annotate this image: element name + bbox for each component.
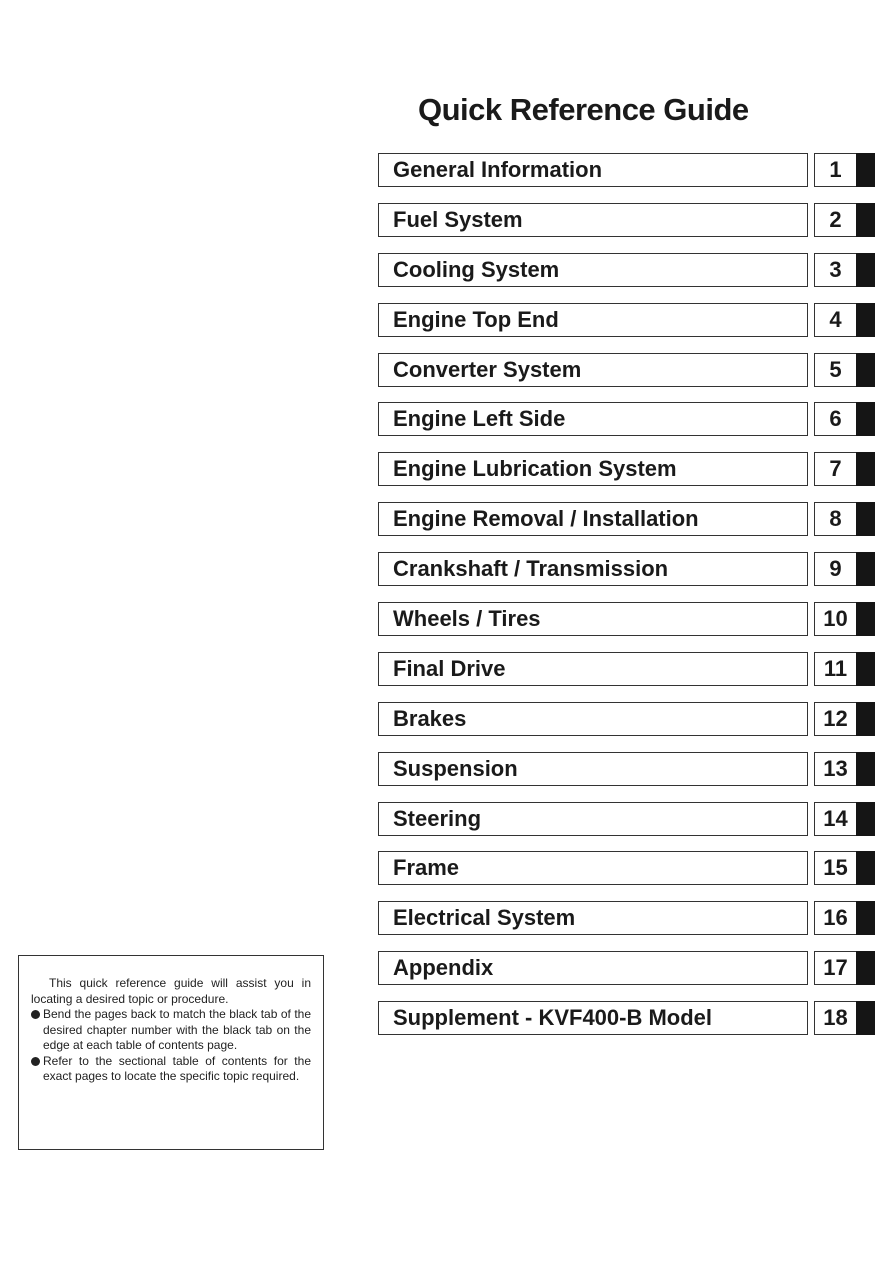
chapter-number: 14	[814, 802, 856, 836]
chapter-tab	[856, 951, 875, 985]
chapter-number: 18	[814, 1001, 856, 1035]
bullet-icon	[31, 1010, 40, 1019]
chapter-number: 12	[814, 702, 856, 736]
chapter-row-17[interactable]	[378, 951, 875, 989]
chapter-number: 9	[814, 552, 856, 586]
chapter-label: Engine Removal / Installation	[378, 502, 808, 536]
chapter-row-16[interactable]	[378, 901, 875, 939]
chapter-number: 10	[814, 602, 856, 636]
chapter-tab	[856, 502, 875, 536]
chapter-tab	[856, 303, 875, 337]
chapter-number: 3	[814, 253, 856, 287]
chapter-row-12[interactable]	[378, 702, 875, 740]
bullet-icon	[31, 1057, 40, 1066]
chapter-label: Electrical System	[378, 901, 808, 935]
chapter-label: Suspension	[378, 752, 808, 786]
chapter-row-8[interactable]	[378, 502, 875, 540]
chapter-row-11[interactable]	[378, 652, 875, 690]
chapter-tab	[856, 253, 875, 287]
chapter-row-2[interactable]	[378, 203, 875, 241]
chapter-row-18[interactable]	[378, 1001, 875, 1039]
chapter-number: 15	[814, 851, 856, 885]
chapter-label: Cooling System	[378, 253, 808, 287]
chapter-number: 11	[814, 652, 856, 686]
chapter-tab	[856, 203, 875, 237]
note-intro: This quick reference guide will assist you in locating a desired topic or procedure.	[31, 976, 311, 1006]
chapter-row-14[interactable]	[378, 802, 875, 840]
chapter-row-7[interactable]	[378, 452, 875, 490]
chapter-label: Wheels / Tires	[378, 602, 808, 636]
note-bullet-text: Refer to the sectional table of contents for the exact pages to locate the specific topic required.	[43, 1053, 311, 1083]
chapter-tab	[856, 353, 875, 387]
chapter-label: Engine Left Side	[378, 402, 808, 436]
chapter-number: 5	[814, 353, 856, 387]
chapter-number: 16	[814, 901, 856, 935]
chapter-label: Supplement - KVF400-B Model	[378, 1001, 808, 1035]
chapter-label: Brakes	[378, 702, 808, 736]
chapter-label: General Information	[378, 153, 808, 187]
chapter-label: Frame	[378, 851, 808, 885]
chapter-row-3[interactable]	[378, 253, 875, 291]
chapter-tab	[856, 652, 875, 686]
chapter-tab	[856, 602, 875, 636]
chapter-number: 8	[814, 502, 856, 536]
chapter-tab	[856, 901, 875, 935]
page-title: Quick Reference Guide	[418, 92, 749, 127]
usage-note-box	[18, 955, 324, 1150]
chapter-tab	[856, 1001, 875, 1035]
chapter-tab	[856, 552, 875, 586]
chapter-label: Appendix	[378, 951, 808, 985]
chapter-number: 1	[814, 153, 856, 187]
chapter-label: Engine Lubrication System	[378, 452, 808, 486]
chapter-label: Engine Top End	[378, 303, 808, 337]
note-bullet	[31, 1007, 311, 1054]
chapter-number: 7	[814, 452, 856, 486]
chapter-row-1[interactable]	[378, 153, 875, 191]
chapter-row-9[interactable]	[378, 552, 875, 590]
chapter-tab	[856, 851, 875, 885]
chapter-tab	[856, 452, 875, 486]
chapter-row-13[interactable]	[378, 752, 875, 790]
chapter-tab	[856, 702, 875, 736]
chapter-row-5[interactable]	[378, 353, 875, 391]
note-bullet	[31, 1054, 311, 1085]
chapter-number: 17	[814, 951, 856, 985]
chapter-row-15[interactable]	[378, 851, 875, 889]
chapter-number: 6	[814, 402, 856, 436]
chapter-label: Fuel System	[378, 203, 808, 237]
chapter-number: 4	[814, 303, 856, 337]
chapter-row-10[interactable]	[378, 602, 875, 640]
chapter-label: Steering	[378, 802, 808, 836]
chapter-label: Converter System	[378, 353, 808, 387]
chapter-row-4[interactable]	[378, 303, 875, 341]
chapter-row-6[interactable]	[378, 402, 875, 440]
note-bullet-text: Bend the pages back to match the black tab of the desired chapter number with the black tab on the edge at each table of contents page.	[43, 1007, 311, 1052]
chapter-number: 2	[814, 203, 856, 237]
chapter-number: 13	[814, 752, 856, 786]
chapter-tab	[856, 752, 875, 786]
chapter-label: Crankshaft / Transmission	[378, 552, 808, 586]
chapter-tab	[856, 802, 875, 836]
chapter-tab	[856, 402, 875, 436]
chapter-label: Final Drive	[378, 652, 808, 686]
chapter-tab	[856, 153, 875, 187]
